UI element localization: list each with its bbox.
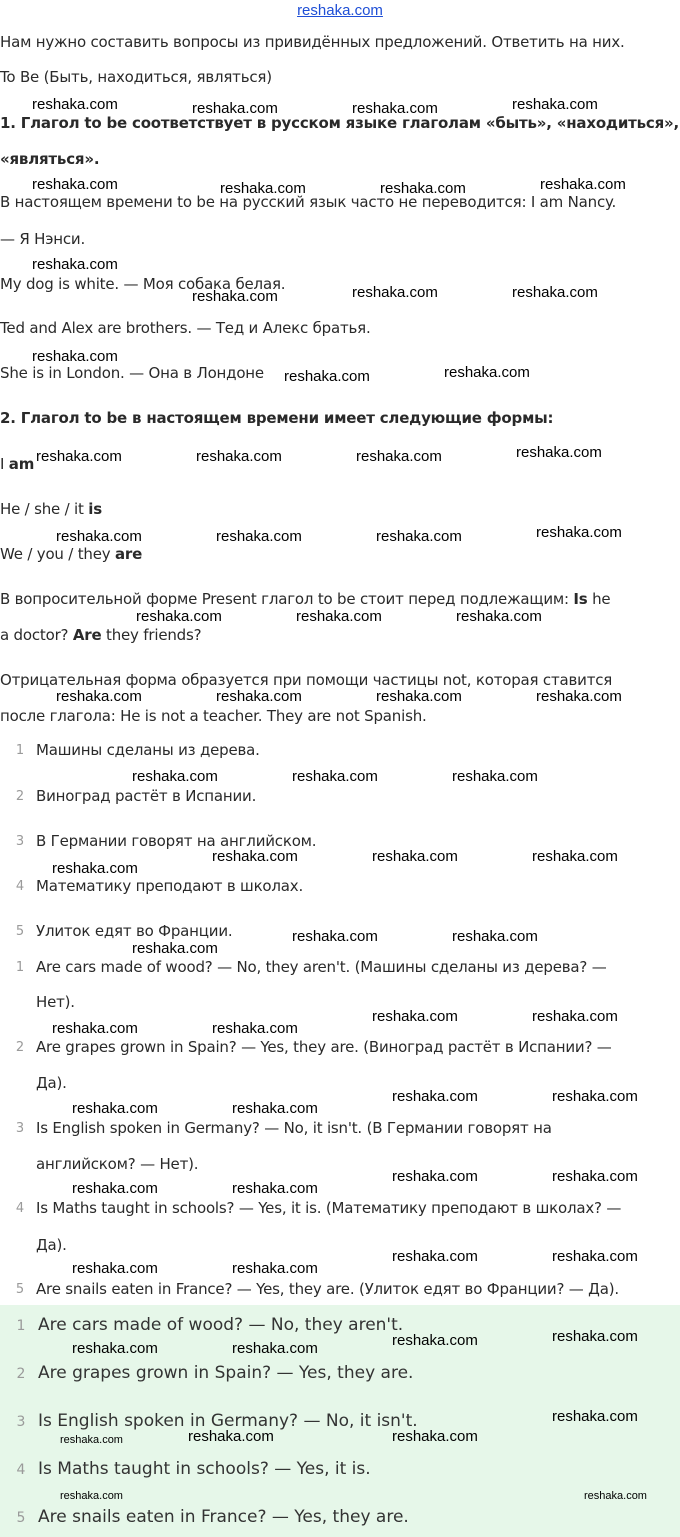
watermark-text: reshaka.com xyxy=(132,768,218,785)
answer-number: 5 xyxy=(15,1282,25,1297)
watermark-text: reshaka.com xyxy=(372,1008,458,1025)
final-item: Are cars made of wood? — No, they aren't. xyxy=(38,1315,404,1335)
negative-line1: Отрицательная форма образуется при помощи частицы not, которая ставится xyxy=(0,671,613,689)
question-end-2: they friends? xyxy=(101,626,202,644)
watermark-text: reshaka.com xyxy=(552,1088,638,1105)
answer-line1: Are grapes grown in Spain? — Yes, they are. (Виноград растёт в Испании? — xyxy=(36,1038,612,1056)
sentence-item: В Германии говорят на английском. xyxy=(36,832,317,850)
sentence-number: 5 xyxy=(15,924,25,939)
watermark-text: reshaka.com xyxy=(444,364,530,381)
answer-line2: Да). xyxy=(36,1236,67,1254)
example-1: My dog is white. — Моя собака белая. xyxy=(0,275,286,293)
final-item: Are grapes grown in Spain? — Yes, they are. xyxy=(38,1363,414,1383)
watermark-text: reshaka.com xyxy=(376,688,462,705)
final-number: 3 xyxy=(16,1414,26,1430)
watermark-text: reshaka.com xyxy=(212,848,298,865)
watermark-text: reshaka.com xyxy=(72,1340,158,1357)
sentence-item: Виноград растёт в Испании. xyxy=(36,787,257,805)
sentence-number: 1 xyxy=(15,743,25,758)
question-text-2: a doctor? xyxy=(0,626,73,644)
answer-line1: Are snails eaten in France? — Yes, they are. (Улиток едят во Франции? — Да). xyxy=(36,1280,619,1298)
watermark-text: reshaka.com xyxy=(284,368,370,385)
watermark-text: reshaka.com xyxy=(552,1328,638,1345)
answer-line2: английском? — Нет). xyxy=(36,1155,199,1173)
rule1-line2: «являться». xyxy=(0,150,100,168)
watermark-text: reshaka.com xyxy=(356,448,442,465)
watermark-text: reshaka.com xyxy=(32,96,118,113)
watermark-text: reshaka.com xyxy=(536,524,622,541)
watermark-text: reshaka.com xyxy=(392,1168,478,1185)
question-line2 xyxy=(0,626,201,644)
question-end: he xyxy=(587,590,611,608)
watermark-text: reshaka.com xyxy=(216,528,302,545)
sentence-number: 4 xyxy=(15,879,25,894)
watermark-text: reshaka.com xyxy=(292,768,378,785)
answer-number: 2 xyxy=(15,1040,25,1055)
example-3: She is in London. — Она в Лондоне xyxy=(0,364,264,382)
watermark-text: reshaka.com xyxy=(532,848,618,865)
watermark-text: reshaka.com xyxy=(512,284,598,301)
watermark-text: reshaka.com xyxy=(392,1088,478,1105)
sentence-item: Машины сделаны из дерева. xyxy=(36,741,260,759)
answer-number: 3 xyxy=(15,1121,25,1136)
form-he xyxy=(0,500,102,518)
site-link[interactable]: reshaka.com xyxy=(297,2,383,19)
watermark-text: reshaka.com xyxy=(552,1248,638,1265)
question-are: Are xyxy=(72,626,102,644)
form-i-verb: am xyxy=(8,455,35,473)
watermark-text: reshaka.com xyxy=(456,608,542,625)
watermark-text: reshaka.com xyxy=(552,1168,638,1185)
question-line1 xyxy=(0,590,610,608)
form-he-verb: is xyxy=(88,500,102,518)
watermark-text: reshaka.com xyxy=(60,1490,123,1502)
watermark-text: reshaka.com xyxy=(352,284,438,301)
watermark-text: reshaka.com xyxy=(584,1490,647,1502)
watermark-text: reshaka.com xyxy=(136,608,222,625)
form-we-pronoun: We / you / they xyxy=(0,545,115,563)
watermark-text: reshaka.com xyxy=(292,928,378,945)
watermark-text: reshaka.com xyxy=(372,848,458,865)
watermark-text: reshaka.com xyxy=(232,1260,318,1277)
answer-number: 1 xyxy=(15,960,25,975)
answer-line2: Нет). xyxy=(36,993,75,1011)
sentence-number: 3 xyxy=(15,834,25,849)
form-he-pronoun: He / she / it xyxy=(0,500,89,518)
final-item: Is English spoken in Germany? — No, it isn't. xyxy=(38,1411,418,1431)
watermark-text: reshaka.com xyxy=(52,1020,138,1037)
watermark-text: reshaka.com xyxy=(536,688,622,705)
watermark-text: reshaka.com xyxy=(392,1428,478,1445)
final-number: 5 xyxy=(16,1510,26,1526)
watermark-text: reshaka.com xyxy=(392,1248,478,1265)
watermark-text: reshaka.com xyxy=(376,528,462,545)
form-we-verb: are xyxy=(114,545,143,563)
watermark-text: reshaka.com xyxy=(36,448,122,465)
watermark-text: reshaka.com xyxy=(212,1020,298,1037)
watermark-text: reshaka.com xyxy=(352,100,438,117)
watermark-text: reshaka.com xyxy=(32,176,118,193)
watermark-text: reshaka.com xyxy=(32,348,118,365)
watermark-text: reshaka.com xyxy=(220,180,306,197)
watermark-text: reshaka.com xyxy=(56,688,142,705)
watermark-text: reshaka.com xyxy=(56,528,142,545)
answer-number: 4 xyxy=(15,1201,25,1216)
final-number: 4 xyxy=(16,1462,26,1478)
watermark-text: reshaka.com xyxy=(232,1340,318,1357)
form-we xyxy=(0,545,142,563)
form-i-pronoun: I xyxy=(0,455,9,473)
watermark-text: reshaka.com xyxy=(32,256,118,273)
present-line1: В настоящем времени to be на русский язык часто не переводится: I am Nancy. xyxy=(0,193,617,211)
answer-line2: Да). xyxy=(36,1074,67,1092)
watermark-text: reshaka.com xyxy=(132,940,218,957)
watermark-text: reshaka.com xyxy=(72,1260,158,1277)
watermark-text: reshaka.com xyxy=(380,180,466,197)
answer-line1: Are cars made of wood? — No, they aren't. (Машины сделаны из дерева? — xyxy=(36,958,607,976)
rule2-heading: 2. Глагол to be в настоящем времени имеет следующие формы: xyxy=(0,409,554,427)
watermark-text: reshaka.com xyxy=(452,768,538,785)
rule1-line1: 1. Глагол to be соответствует в русском языке глаголам «быть», «находиться», xyxy=(0,114,680,132)
watermark-text: reshaka.com xyxy=(512,96,598,113)
watermark-text: reshaka.com xyxy=(296,608,382,625)
example-2: Ted and Alex are brothers. — Тед и Алекс братья. xyxy=(0,319,371,337)
watermark-text: reshaka.com xyxy=(52,860,138,877)
final-item: Is Maths taught in schools? — Yes, it is. xyxy=(38,1459,371,1479)
sentence-number: 2 xyxy=(15,789,25,804)
watermark-text: reshaka.com xyxy=(532,1008,618,1025)
watermark-text: reshaka.com xyxy=(392,1332,478,1349)
watermark-text: reshaka.com xyxy=(72,1180,158,1197)
watermark-text: reshaka.com xyxy=(72,1100,158,1117)
watermark-text: reshaka.com xyxy=(540,176,626,193)
sentence-item: Математику преподают в школах. xyxy=(36,877,304,895)
watermark-text: reshaka.com xyxy=(196,448,282,465)
question-text: В вопросительной форме Present глагол to be стоит перед подлежащим: xyxy=(0,590,574,608)
answer-line1: Is Maths taught in schools? — Yes, it is. (Математику преподают в школах? — xyxy=(36,1199,622,1217)
watermark-text: reshaka.com xyxy=(192,100,278,117)
watermark-text: reshaka.com xyxy=(216,688,302,705)
negative-line2: после глагола: He is not a teacher. They are not Spanish. xyxy=(0,707,427,725)
form-i xyxy=(0,455,34,473)
watermark-text: reshaka.com xyxy=(60,1434,123,1446)
watermark-text: reshaka.com xyxy=(188,1428,274,1445)
tobe-heading: To Be (Быть, находиться, являться) xyxy=(0,68,272,86)
sentence-item: Улиток едят во Франции. xyxy=(36,922,233,940)
watermark-text: reshaka.com xyxy=(232,1100,318,1117)
final-number: 1 xyxy=(16,1318,26,1334)
watermark-text: reshaka.com xyxy=(192,288,278,305)
answer-line1: Is English spoken in Germany? — No, it isn't. (В Германии говорят на xyxy=(36,1119,552,1137)
question-is: Is xyxy=(573,590,588,608)
watermark-text: reshaka.com xyxy=(516,444,602,461)
watermark-text: reshaka.com xyxy=(232,1180,318,1197)
present-line2: — Я Нэнси. xyxy=(0,230,86,248)
watermark-text: reshaka.com xyxy=(552,1408,638,1425)
final-item: Are snails eaten in France? — Yes, they are. xyxy=(38,1507,409,1527)
watermark-text: reshaka.com xyxy=(452,928,538,945)
final-number: 2 xyxy=(16,1366,26,1382)
intro-text: Нам нужно составить вопросы из привидённых предложений. Ответить на них. xyxy=(0,33,625,51)
